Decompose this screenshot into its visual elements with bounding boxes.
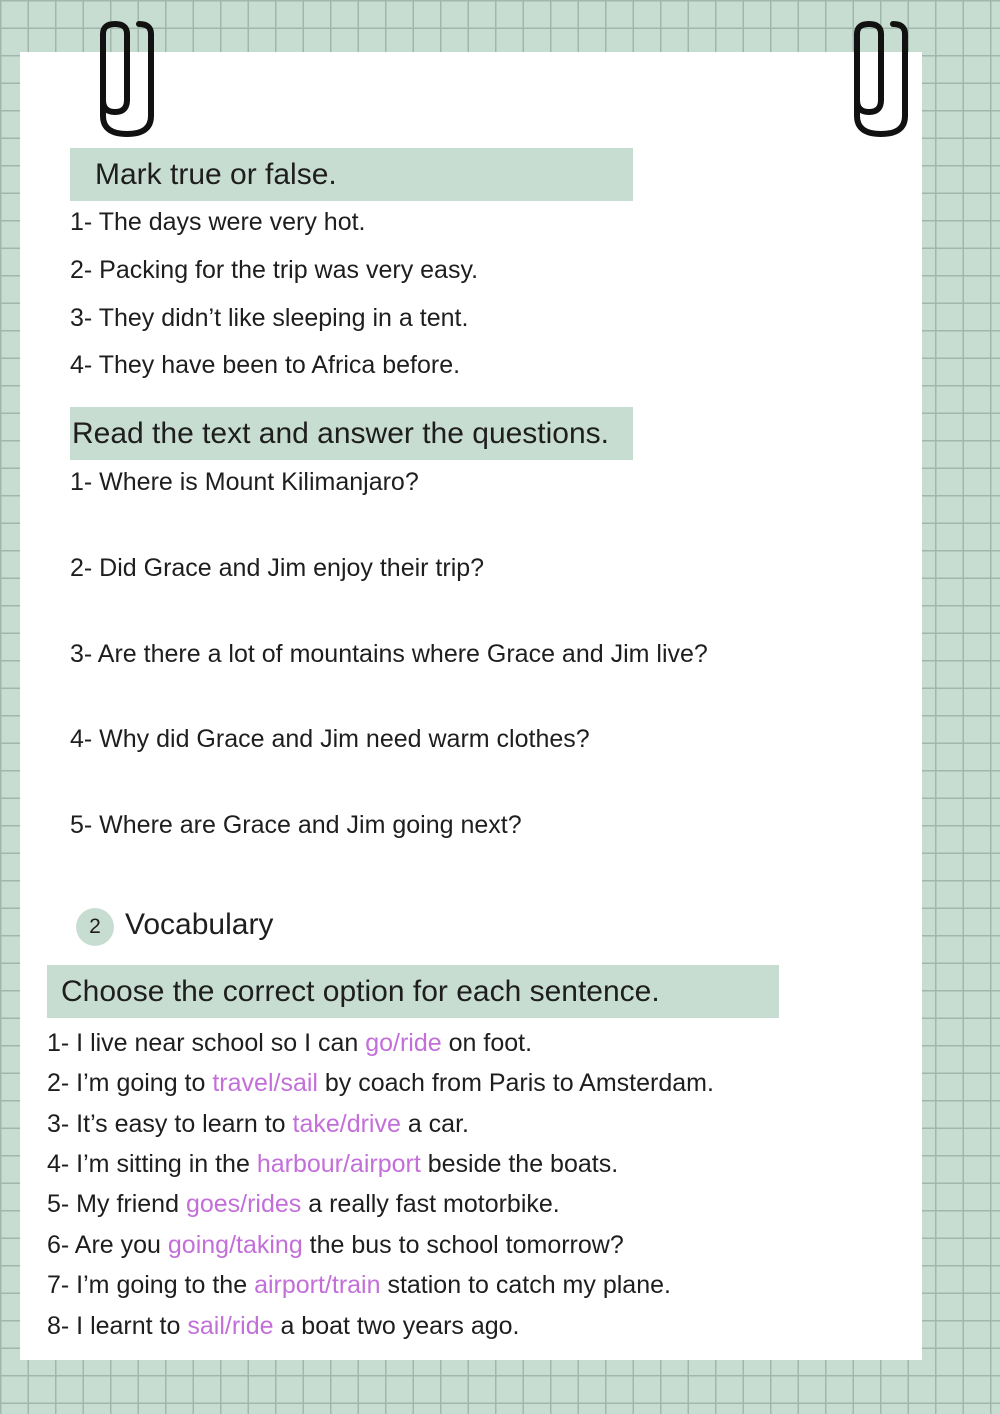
sentence-text: a car.	[400, 1110, 469, 1138]
word-option[interactable]: sail/ride	[187, 1312, 274, 1340]
vocabulary-sentence	[47, 1110, 469, 1139]
section-number-badge: 2	[76, 908, 114, 946]
sentence-text: 2- I’m going to	[47, 1069, 213, 1097]
vocabulary-sentence	[47, 1150, 618, 1179]
word-option[interactable]: travel/sail	[212, 1069, 318, 1097]
vocabulary-sentence	[47, 1271, 671, 1300]
true-false-item: 4- They have been to Africa before.	[70, 351, 461, 379]
word-option[interactable]: going/taking	[167, 1231, 303, 1259]
sentence-text: 4- I’m sitting in the	[47, 1150, 257, 1178]
vocabulary-heading-text: Choose the correct option for each sentence.	[61, 974, 660, 1008]
sentence-text: 8- I learnt to	[47, 1312, 188, 1340]
true-false-heading-text: Mark true or false.	[95, 157, 337, 191]
sentence-text: 7- I’m going to the	[47, 1271, 255, 1299]
sentence-text: a boat two years ago.	[273, 1312, 520, 1340]
word-option[interactable]: harbour/airport	[256, 1150, 421, 1178]
sentence-text: 3- It’s easy to learn to	[47, 1110, 293, 1138]
reading-question: 1- Where is Mount Kilimanjaro?	[70, 468, 419, 496]
sentence-text: a really fast motorbike.	[301, 1190, 560, 1218]
true-false-item: 1- The days were very hot.	[70, 208, 366, 236]
vocabulary-sentence	[47, 1069, 714, 1098]
vocabulary-sentence	[47, 1312, 520, 1341]
reading-question: 4- Why did Grace and Jim need warm clothes?	[70, 725, 590, 753]
vocabulary-heading	[47, 965, 779, 1018]
reading-heading	[70, 407, 633, 460]
true-false-heading	[70, 148, 633, 201]
vocabulary-sentence	[47, 1029, 532, 1058]
word-option[interactable]: airport/train	[254, 1271, 381, 1299]
reading-heading-text: Read the text and answer the questions.	[72, 416, 610, 450]
vocabulary-sentence	[47, 1190, 560, 1219]
sentence-text: 1- I live near school so I can	[47, 1029, 366, 1057]
reading-question: 3- Are there a lot of mountains where Grace and Jim live?	[70, 640, 708, 668]
vocabulary-sentence	[47, 1231, 624, 1260]
word-option[interactable]: goes/rides	[185, 1190, 302, 1218]
sentence-text: station to catch my plane.	[380, 1271, 671, 1299]
word-option[interactable]: take/drive	[292, 1110, 401, 1138]
sentence-text: 5- My friend	[47, 1190, 186, 1218]
vocabulary-title: Vocabulary	[125, 908, 274, 941]
paperclip-icon	[849, 20, 913, 140]
sentence-text: the bus to school tomorrow?	[302, 1231, 624, 1259]
sentence-text: by coach from Paris to Amsterdam.	[317, 1069, 714, 1097]
sentence-text: 6- Are you	[47, 1231, 168, 1259]
word-option[interactable]: go/ride	[365, 1029, 442, 1057]
paperclip-icon	[95, 20, 159, 140]
sentence-text: on foot.	[441, 1029, 533, 1057]
reading-question: 5- Where are Grace and Jim going next?	[70, 811, 522, 839]
reading-question: 2- Did Grace and Jim enjoy their trip?	[70, 554, 485, 582]
true-false-item: 2- Packing for the trip was very easy.	[70, 256, 479, 284]
sentence-text: beside the boats.	[420, 1150, 619, 1178]
true-false-item: 3- They didn’t like sleeping in a tent.	[70, 304, 469, 332]
